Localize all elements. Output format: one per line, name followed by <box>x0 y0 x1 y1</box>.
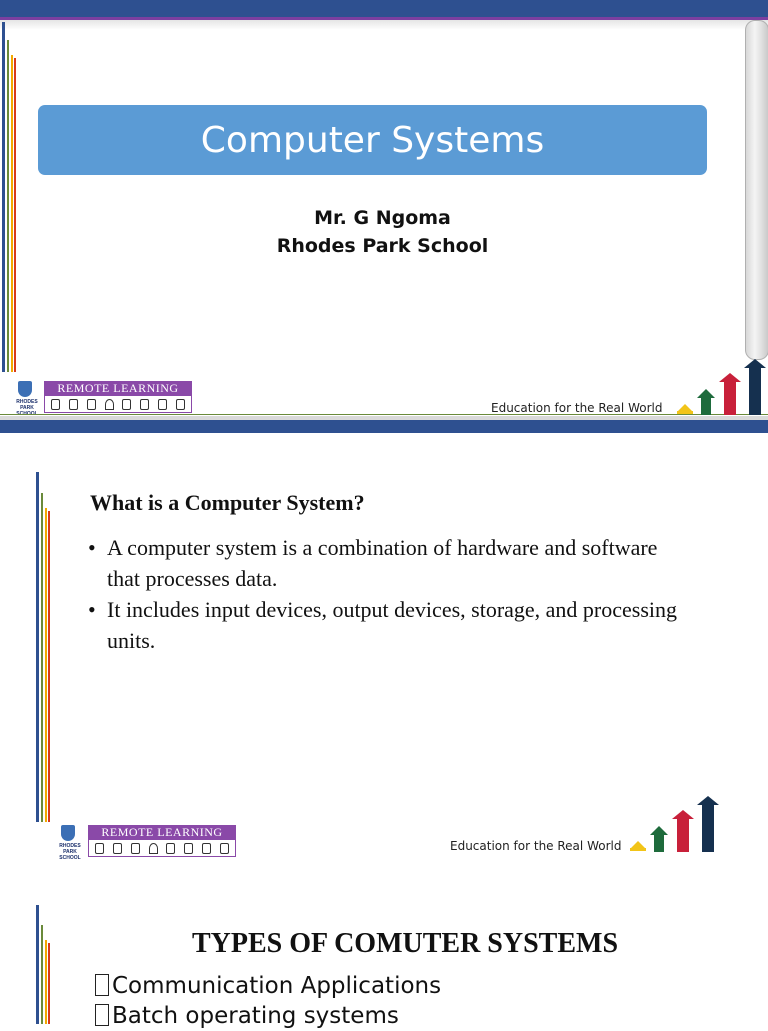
slide-title: Computer Systems <box>38 105 707 175</box>
left-accent-bar-yellow <box>11 55 13 372</box>
footer-tagline: Education for the Real World <box>491 401 663 415</box>
list-item <box>95 1001 441 1031</box>
crest-caption: RHODES PARK <box>16 399 38 411</box>
arrows-chart-icon <box>626 795 721 853</box>
author-name: Mr. G Ngoma <box>314 207 451 229</box>
remote-learning-logo <box>88 825 236 857</box>
left-accent-bar-red <box>14 58 16 372</box>
types-list <box>95 971 441 1031</box>
footer-tagline: Education for the Real World <box>450 839 622 853</box>
left-accent-bar-red-3 <box>48 943 50 1024</box>
slide-heading: What is a Computer System? <box>90 490 365 515</box>
slide-heading: TYPES OF COMUTER SYSTEMS <box>191 928 619 959</box>
arrows-chart-icon <box>673 358 768 416</box>
list-item <box>95 971 441 1001</box>
author-block <box>200 204 565 260</box>
list-item-label: Communication Applications <box>112 973 442 999</box>
left-accent-bar-green-3 <box>41 925 43 1024</box>
crest-icon <box>55 825 81 859</box>
bullet-item: • It includes input devices, output devices, storage, and processing units. <box>88 594 678 656</box>
marble-column <box>745 20 768 360</box>
left-accent-bar-green <box>7 40 9 372</box>
left-accent-bar-blue-2 <box>36 472 39 822</box>
left-accent-bar-red-2 <box>48 511 50 822</box>
crest-icon <box>12 381 38 415</box>
school-name: Rhodes Park School <box>276 235 489 257</box>
crest-caption: RHODES PARK SCHOOL <box>59 843 81 861</box>
slide-divider-bar <box>0 420 768 433</box>
left-accent-bar-blue <box>2 22 5 372</box>
top-bar <box>0 0 768 17</box>
device-icons <box>44 395 192 413</box>
remote-learning-label: REMOTE LEARNING <box>88 825 236 839</box>
left-accent-bar-blue-3 <box>36 905 39 1024</box>
remote-learning-label: REMOTE LEARNING <box>44 381 192 395</box>
left-accent-bar-yellow-2 <box>45 508 47 822</box>
device-icons <box>88 839 236 857</box>
bullet-list <box>88 532 678 656</box>
top-shadow <box>0 20 768 30</box>
list-item-label: Batch operating systems <box>112 1003 399 1029</box>
left-accent-bar-yellow-3 <box>45 940 47 1024</box>
checkbox-glyph-icon <box>95 1004 109 1026</box>
bullet-item: • A computer system is a combination of hardware and software that processes data. <box>88 532 678 594</box>
remote-learning-logo <box>44 381 192 413</box>
checkbox-glyph-icon <box>95 974 109 996</box>
left-accent-bar-green-2 <box>41 493 43 822</box>
